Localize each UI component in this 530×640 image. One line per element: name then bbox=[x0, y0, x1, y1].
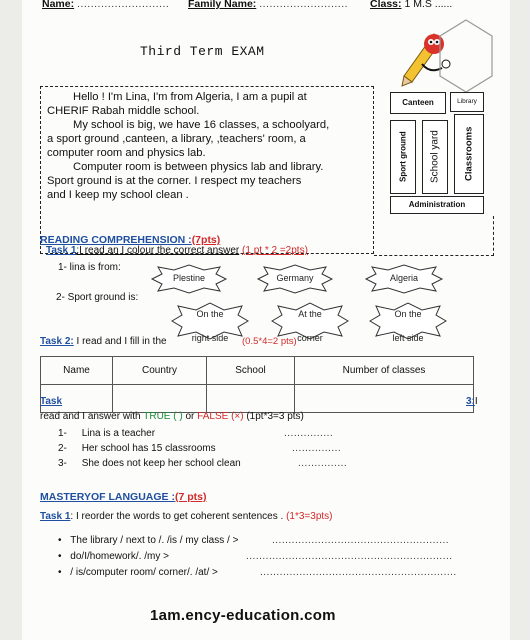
exam-title: Third Term EXAM bbox=[140, 44, 265, 59]
family-name-field bbox=[188, 0, 348, 10]
answer-blank-2[interactable]: ............... bbox=[292, 443, 342, 454]
option-corner[interactable]: At the corner bbox=[268, 302, 352, 340]
table-header: Country bbox=[113, 357, 207, 385]
reading-passage bbox=[40, 86, 374, 254]
table-header-row bbox=[41, 357, 474, 385]
table-header: Name bbox=[41, 357, 113, 385]
class-label: Class: bbox=[370, 0, 402, 10]
map-classrooms: Classrooms bbox=[454, 114, 484, 194]
mastery-task1-instruction: Task 1: I reorder the words to get coherent sentences . (1*3=3pts) bbox=[40, 511, 333, 522]
task2-instruction: Task 2: I read and I fill in the bbox=[40, 336, 167, 347]
name-label: Name: bbox=[42, 0, 75, 10]
bullet-icon: • bbox=[58, 567, 62, 578]
reorder-blank-1[interactable]: ...................................................... bbox=[272, 535, 450, 546]
map-canteen: Canteen bbox=[390, 92, 446, 114]
task1-instruction: Task 1:I read an I colour the correct answer (1 pt * 2 =2pts) bbox=[46, 245, 308, 256]
bullet-icon: • bbox=[58, 535, 62, 546]
class-value: 1 M.S ...... bbox=[404, 0, 453, 10]
map-sport-ground: Sport ground bbox=[390, 120, 416, 194]
passage-line: My school is big, we have 16 classes, a schoolyard, bbox=[73, 119, 330, 131]
task3-number: 3:I bbox=[466, 396, 478, 407]
reading-comprehension-heading: READING COMPREHENSION :(7pts) bbox=[40, 234, 221, 246]
class-field bbox=[370, 0, 452, 10]
table-cell-country[interactable] bbox=[113, 385, 207, 413]
passage-line: computer room and physics lab. bbox=[47, 147, 206, 159]
task3-instruction: read and I answer with TRUE ( ) or FALSE (×) (1pt*3=3 pts) bbox=[40, 411, 304, 422]
table-header: Number of classes bbox=[295, 357, 474, 385]
map-library: Library bbox=[450, 92, 484, 112]
name-dots: ........................... bbox=[77, 0, 170, 10]
statement-2: 2- Her school has 15 classrooms bbox=[58, 443, 216, 454]
table-cell-classes[interactable] bbox=[295, 385, 474, 413]
map-administration: Administration bbox=[390, 196, 484, 214]
question-2: 2- Sport ground is: bbox=[56, 292, 139, 303]
family-name-dots: .......................... bbox=[259, 0, 349, 10]
passage-line: a sport ground ,canteen, a library, ,teachers' room, a bbox=[47, 133, 306, 145]
passage-frame-extension bbox=[374, 216, 494, 256]
name-field bbox=[42, 0, 169, 10]
task2-points: (0.5*4=2 pts) bbox=[242, 336, 297, 347]
answer-blank-1[interactable]: ............... bbox=[284, 428, 334, 439]
passage-line: Sport ground is at the corner. I respect my teachers bbox=[47, 175, 302, 187]
table-header: School bbox=[207, 357, 295, 385]
school-map bbox=[390, 92, 496, 216]
hexagon-frame-icon bbox=[436, 18, 496, 96]
footer-website: 1am.ency-education.com bbox=[150, 607, 336, 624]
bullet-icon: • bbox=[58, 551, 62, 562]
answer-blank-3[interactable]: ............... bbox=[298, 458, 348, 469]
mastery-heading: MASTERYOF LANGUAGE :(7 pts) bbox=[40, 491, 207, 503]
statement-3: 3- She does not keep her school clean bbox=[58, 458, 241, 469]
table-cell-school[interactable] bbox=[207, 385, 295, 413]
reorder-blank-2[interactable]: ............................................................... bbox=[246, 551, 453, 562]
passage-line: Hello ! I'm Lina, I'm from Algeria, I am a pupil at bbox=[73, 91, 307, 103]
passage-line: CHERIF Rabah middle school. bbox=[47, 105, 200, 117]
option-left-side[interactable]: On the left side bbox=[366, 302, 450, 340]
table-row bbox=[41, 385, 474, 413]
question-1: 1- lina is from: bbox=[58, 262, 121, 273]
passage-line: Computer room is between physics lab and library. bbox=[73, 161, 324, 173]
reorder-item-1: • The library / next to /. /is / my class / > bbox=[58, 535, 239, 546]
option-algeria[interactable]: Algeria bbox=[362, 264, 446, 294]
option-germany[interactable]: Germany bbox=[254, 264, 336, 294]
option-plestine[interactable]: Plestine bbox=[148, 264, 230, 294]
reorder-item-2: • do/I/homework/. /my > bbox=[58, 551, 169, 562]
family-name-label: Family Name: bbox=[188, 0, 257, 10]
task3-label: Task bbox=[40, 396, 63, 407]
passage-line: and I keep my school clean . bbox=[47, 189, 189, 201]
reorder-blank-3[interactable]: ............................................................ bbox=[260, 567, 457, 578]
fill-in-table bbox=[40, 356, 474, 413]
map-school-yard: School yard bbox=[422, 120, 448, 194]
option-right-side[interactable]: On the right side bbox=[168, 302, 252, 340]
reorder-item-3: • / is/computer room/ corner/. /at/ > bbox=[58, 567, 218, 578]
statement-1: 1- Lina is a teacher bbox=[58, 428, 156, 439]
